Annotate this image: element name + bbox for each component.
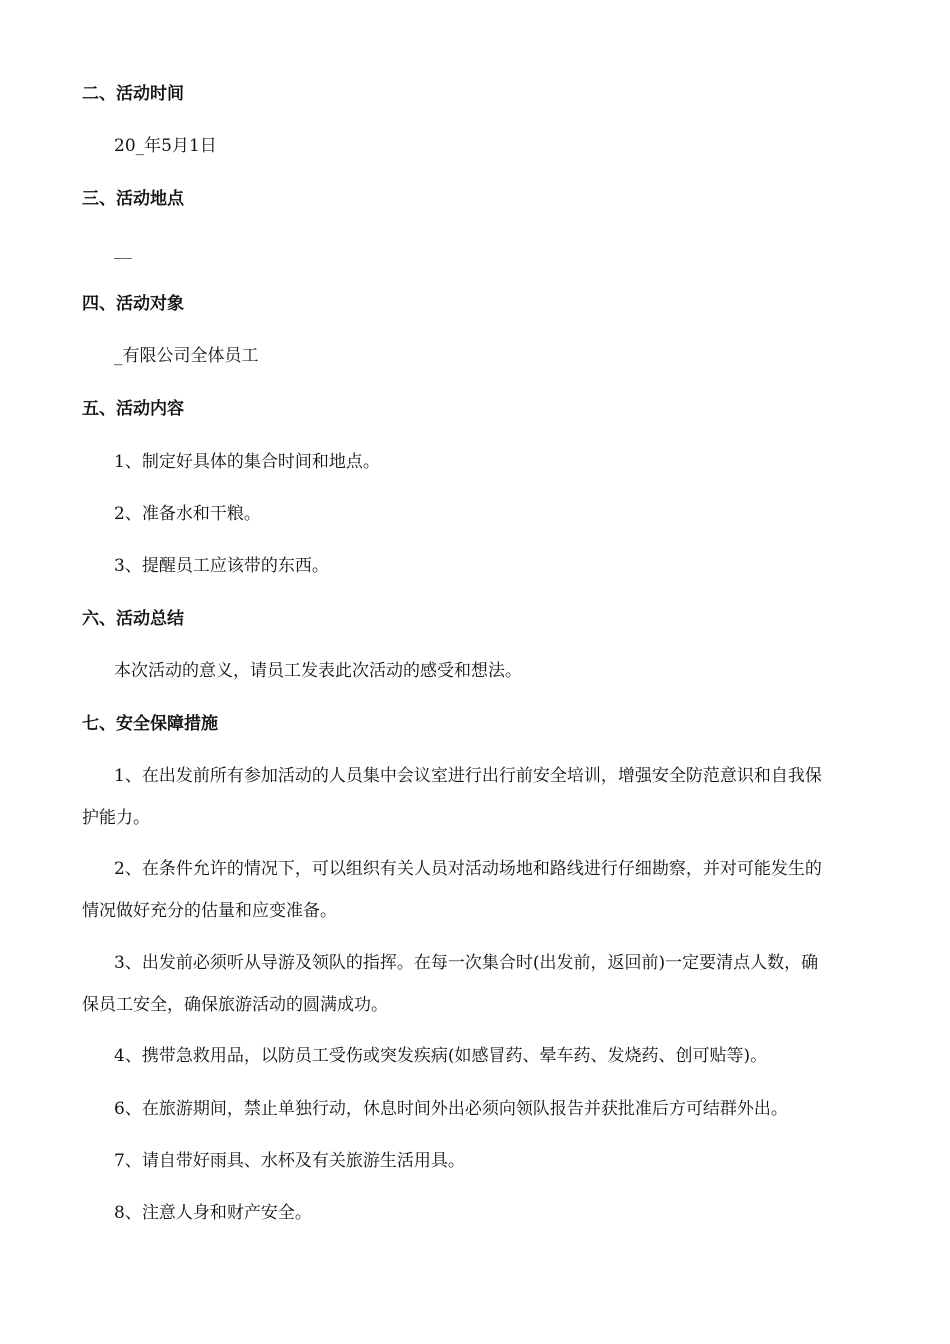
audience-text: _有限公司全体员工 xyxy=(114,346,259,366)
safety-item-4: 4、携带急救用品，以防员工受伤或突发疾病(如感冒药、晕车药、发烧药、创可贴等)。 xyxy=(114,1046,768,1066)
safety-item-2-line-2: 情况做好充分的估量和应变准备。 xyxy=(82,901,337,921)
summary-text: 本次活动的意义，请员工发表此次活动的感受和想法。 xyxy=(114,661,522,681)
safety-item-2-line-1: 2、在条件允许的情况下，可以组织有关人员对活动场地和路线进行仔细勘察，并对可能发生的 xyxy=(114,859,822,879)
safety-item-6: 6、在旅游期间，禁止单独行动，休息时间外出必须向领队报告并获批准后方可结群外出。 xyxy=(114,1099,788,1119)
section-heading-location: 三、活动地点 xyxy=(82,189,184,209)
safety-item-1-line-1: 1、在出发前所有参加活动的人员集中会议室进行出行前安全培训，增强安全防范意识和自我保 xyxy=(114,766,822,786)
section-heading-content: 五、活动内容 xyxy=(82,399,184,419)
section-heading-audience: 四、活动对象 xyxy=(82,294,184,314)
section-heading-time: 二、活动时间 xyxy=(82,84,184,104)
section-heading-summary: 六、活动总结 xyxy=(82,609,184,629)
safety-item-3-line-1: 3、出发前必须听从导游及领队的指挥。在每一次集合时(出发前，返回前)一定要清点人数，确 xyxy=(114,953,819,973)
location-placeholder-dash xyxy=(114,258,132,259)
content-item-1: 1、制定好具体的集合时间和地点。 xyxy=(114,452,380,472)
activity-date: 20_年5月1日 xyxy=(114,136,217,156)
safety-item-1-line-2: 护能力。 xyxy=(82,808,150,828)
content-item-2: 2、准备水和干粮。 xyxy=(114,504,261,524)
section-heading-safety: 七、安全保障措施 xyxy=(82,714,218,734)
safety-item-7: 7、请自带好雨具、水杯及有关旅游生活用具。 xyxy=(114,1151,465,1171)
content-item-3: 3、提醒员工应该带的东西。 xyxy=(114,556,329,576)
safety-item-3-line-2: 保员工安全，确保旅游活动的圆满成功。 xyxy=(82,995,388,1015)
safety-item-8: 8、注意人身和财产安全。 xyxy=(114,1203,312,1223)
